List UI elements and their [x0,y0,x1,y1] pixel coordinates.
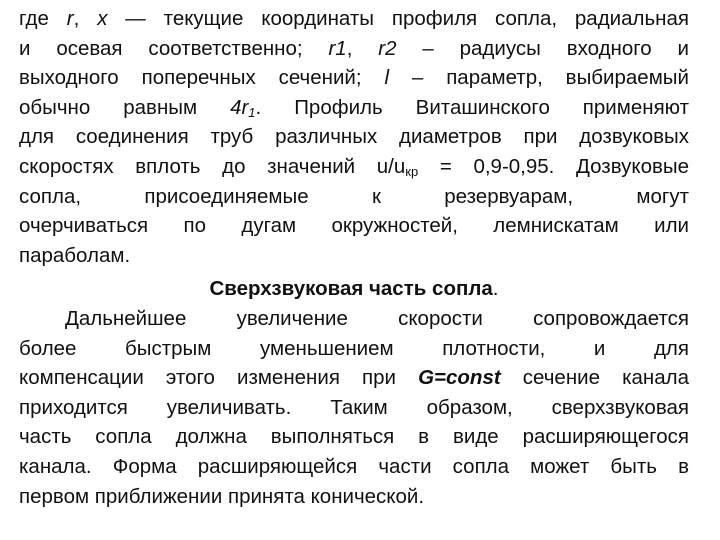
text-line: первом приближении принята конической. [19,484,425,508]
document-page [19,4,689,511]
heading-text: Сверхзвуковая часть сопла [209,277,493,301]
variable-r2: r2 [378,36,397,60]
text-line: Дальнейшее увеличение скорости сопровождается [65,306,689,330]
variable-r: r [66,7,74,30]
text-line: часть сопла должна выполняться в виде расширяющегося [19,425,689,449]
variable-x: x [97,7,108,30]
text-line: где r, x — текущие координаты профиля сопла, радиальная [19,7,689,30]
text-line: для соединения труб различных диаметров при дозвуковых [19,125,689,149]
subscript-kr: кр [405,163,419,179]
text-line: канала. Форма расширяющейся части сопла может быть в [19,454,689,478]
variable-r1: r1 [328,36,347,60]
text-line: сопла, присоединяемые к резервуарам, могут [19,184,689,208]
text-line: обычно равным $4r_1$. Профиль Виташинского применяют [19,95,689,120]
paragraph-subsonic-nozzle [19,4,689,270]
text-line: параболам. [19,243,131,267]
text-line: компенсации этого изменения при G=const сечение канала [19,366,689,390]
section-heading: Сверхзвуковая часть сопла. [209,277,499,301]
text-line: более быстрым уменьшением плотности, и для [19,336,689,360]
text-line: очерчиваться по дугам окружностей, лемнискатам или [19,214,689,238]
variable-4r1: $4r_1$ [230,95,256,120]
formula-g-const: G=const [418,366,501,390]
text-line: и осевая соответственно; r1, r2 – радиусы входного и [19,36,689,60]
text-line: скоростях вплоть до значений $u/u_{кр} = 0,9-0,95$. Дозвуковые [19,154,689,179]
paragraph-supersonic-nozzle [19,304,689,511]
text-line: выходного поперечных сечений; l – параметр, выбираемый [19,66,689,90]
variable-l: l [384,66,390,90]
text-line: приходится увеличивать. Таким образом, сверхзвуковая [19,395,689,419]
